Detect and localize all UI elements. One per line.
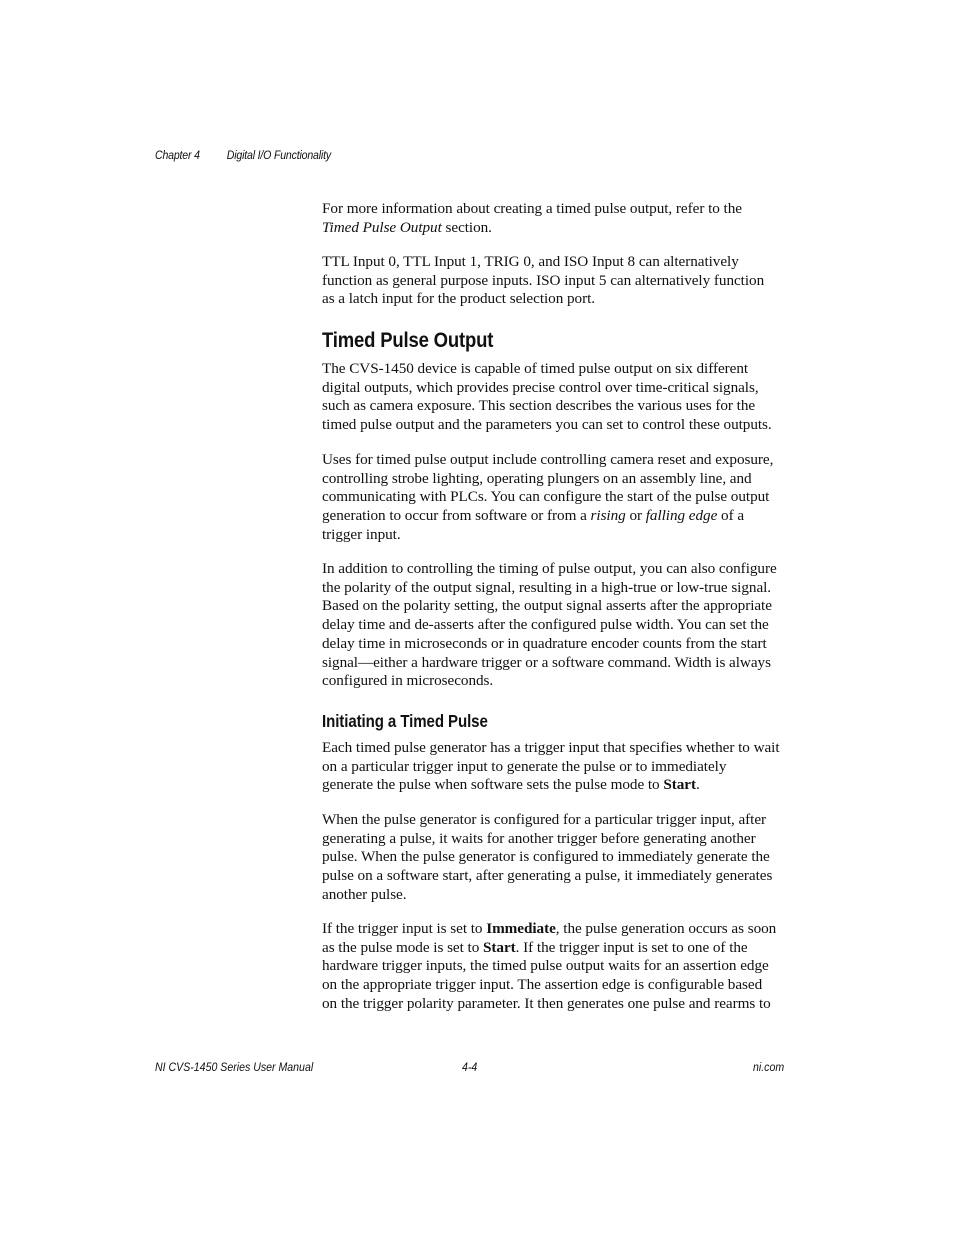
text-line: delay time in microseconds or in quadrature encoder counts from the start: [322, 634, 767, 652]
text-line: Each timed pulse generator has a trigger input that specifies whether to wait: [322, 739, 780, 756]
text-line: trigger input.: [322, 525, 401, 543]
emphasis-rising: rising: [590, 507, 626, 525]
chapter-label: Chapter 4: [155, 150, 200, 162]
intro-paragraph-1: [322, 200, 787, 237]
section-paragraph-3: [322, 560, 787, 691]
text-line: pulse on a software start, after generating a pulse, it immediately generates: [322, 867, 773, 885]
page-number: 4-4: [462, 1062, 478, 1074]
text-run: generation to occur from software or from a: [322, 507, 591, 525]
text-line: configured in microseconds.: [322, 672, 494, 690]
text-line: function as general purpose inputs. ISO input 5 can alternatively function: [322, 271, 765, 289]
text-run: . If the trigger input is set to one of the: [515, 938, 748, 956]
text-line: For more information about creating a timed pulse output, refer to the: [322, 200, 742, 217]
text-line: [322, 219, 787, 238]
text-line: [322, 939, 787, 958]
text-line: [322, 776, 787, 795]
text-line: [322, 507, 787, 526]
cross-reference: Timed Pulse Output: [322, 218, 442, 236]
text-run: of a: [717, 507, 745, 525]
text-line: on a particular trigger input to generate the pulse or to immediately: [322, 757, 727, 775]
text-run: as the pulse mode is set to: [322, 938, 483, 956]
text-line: another pulse.: [322, 885, 407, 903]
section-heading: Timed Pulse Output: [322, 328, 494, 352]
text-line: the polarity of the output signal, resulting in a high-true or low-true signal.: [322, 578, 772, 596]
text-line: delay time and de-asserts after the configured pulse width. You can set the: [322, 616, 769, 634]
text-line: pulse. When the pulse generator is configured to immediately generate the: [322, 848, 770, 866]
ui-term-immediate: Immediate: [486, 920, 556, 937]
ui-term-start: Start: [483, 938, 516, 956]
text-run: If the trigger input is set to: [322, 920, 487, 937]
subsection-paragraph-3: [322, 920, 787, 1014]
text-line: generating a pulse, it waits for another trigger before generating another: [322, 829, 756, 847]
text-line: such as camera exposure. This section describes the various uses for the: [322, 397, 756, 415]
text-line: In addition to controlling the timing of pulse output, you can also configure: [322, 560, 777, 577]
text-line: timed pulse output and the parameters you can set to control these outputs.: [322, 416, 772, 434]
running-header: [155, 150, 331, 162]
text-line: communicating with PLCs. You can configure the start of the pulse output: [322, 488, 770, 506]
text-run: or: [625, 507, 646, 525]
text-line: as a latch input for the product selection port.: [322, 290, 596, 308]
subsection-paragraph-2: [322, 811, 787, 905]
subsection-heading: Initiating a Timed Pulse: [322, 711, 488, 731]
text-run: .: [696, 776, 700, 794]
text-line: The CVS-1450 device is capable of timed pulse output on six different: [322, 360, 749, 377]
chapter-title: Digital I/O Functionality: [226, 150, 331, 162]
text-run: section.: [441, 218, 492, 236]
text-run: , the pulse generation occurs as soon: [555, 920, 777, 937]
intro-paragraph-2: [322, 253, 787, 309]
text-line: on the appropriate trigger input. The assertion edge is configurable based: [322, 976, 763, 994]
text-line: hardware trigger inputs, the timed pulse output waits for an assertion edge: [322, 957, 769, 975]
text-line: signal—either a hardware trigger or a software command. Width is always: [322, 653, 771, 671]
ui-term-start: Start: [663, 776, 697, 794]
section-paragraph-2: [322, 451, 787, 545]
emphasis-falling-edge: falling edge: [645, 507, 718, 525]
text-run: generate the pulse when software sets the pulse mode to: [322, 776, 664, 794]
text-line: on the trigger polarity parameter. It then generates one pulse and rearms to: [322, 994, 771, 1012]
text-line: When the pulse generator is configured for a particular trigger input, after: [322, 811, 767, 828]
text-line: TTL Input 0, TTL Input 1, TRIG 0, and ISO Input 8 can alternatively: [322, 253, 739, 270]
text-line: Based on the polarity setting, the output signal asserts after the appropriate: [322, 597, 772, 615]
text-line: controlling strobe lighting, operating plungers on an assembly line, and: [322, 469, 752, 487]
text-line: [322, 920, 787, 939]
subsection-paragraph-1: [322, 739, 787, 795]
footer-website: ni.com: [753, 1062, 785, 1074]
footer-manual-title: NI CVS-1450 Series User Manual: [155, 1062, 314, 1074]
text-line: Uses for timed pulse output include controlling camera reset and exposure,: [322, 451, 774, 468]
section-paragraph-1: [322, 360, 787, 435]
text-line: digital outputs, which provides precise control over time-critical signals,: [322, 378, 759, 396]
